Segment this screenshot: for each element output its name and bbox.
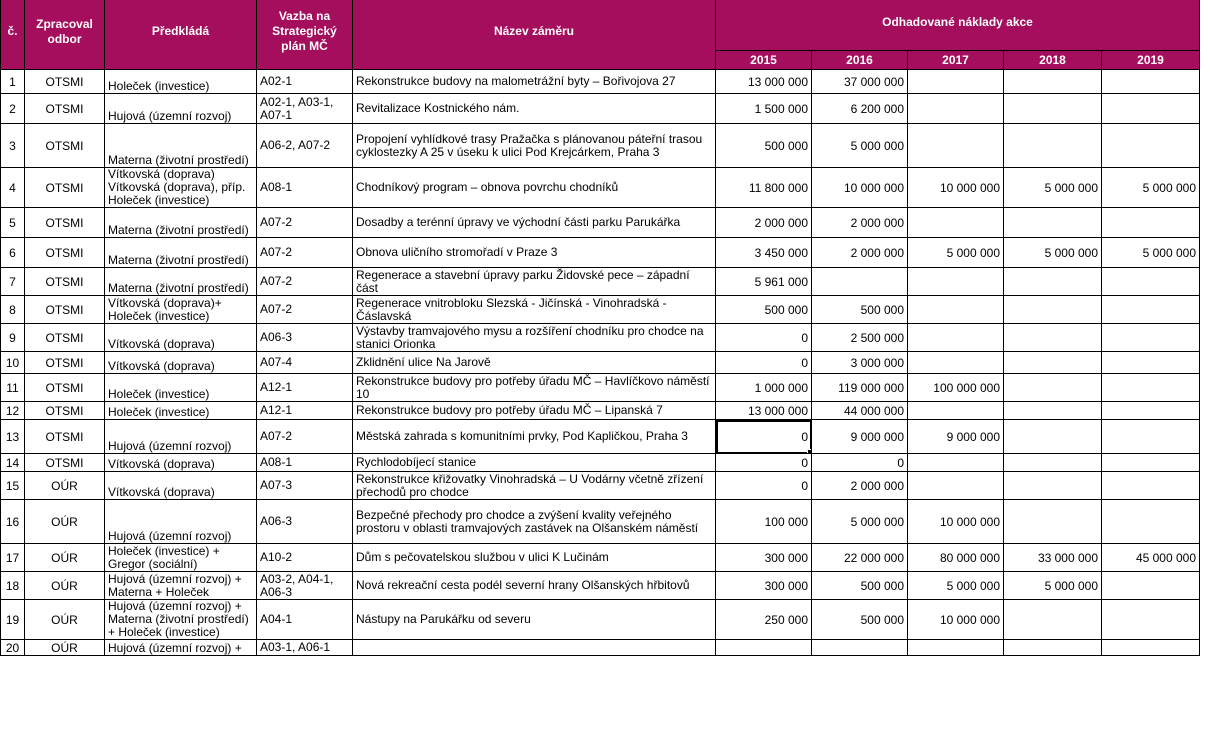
cell-number[interactable]: 4	[1, 168, 25, 208]
cell-cost-2015[interactable]: 0	[716, 454, 812, 472]
cell-number[interactable]: 15	[1, 472, 25, 500]
cell-number[interactable]: 9	[1, 324, 25, 352]
cell-cost-2019[interactable]	[1102, 94, 1200, 124]
cell-department[interactable]: OTSMI	[25, 324, 105, 352]
cell-strategic-plan[interactable]: A08-1	[257, 168, 353, 208]
cell-cost-2018[interactable]	[1004, 600, 1102, 640]
cell-cost-2016[interactable]: 0	[812, 454, 908, 472]
cell-cost-2015[interactable]	[716, 640, 812, 656]
cell-cost-2016[interactable]: 37 000 000	[812, 70, 908, 94]
cell-cost-2018[interactable]	[1004, 124, 1102, 168]
cell-project-name[interactable]: Propojení vyhlídkové trasy Pražačka s plánovanou páteřní trasou cyklostezky A 25 v úseku k ulici Pod Krejcárkem, Praha 3	[353, 124, 716, 168]
table-row	[1, 472, 1200, 500]
table-row	[1, 296, 1200, 324]
cell-number[interactable]: 17	[1, 544, 25, 572]
table-row	[1, 640, 1200, 656]
cell-project-name[interactable]: Rekonstrukce budovy pro potřeby úřadu MČ – Lipanská 7	[353, 402, 716, 420]
cell-cost-2016[interactable]: 2 000 000	[812, 238, 908, 268]
cell-department[interactable]: OÚR	[25, 472, 105, 500]
cell-project-name[interactable]: Rekonstrukce křižovatky Vinohradská – U Vodárny včetně zřízení přechodů pro chodce	[353, 472, 716, 500]
cell-cost-2019[interactable]	[1102, 124, 1200, 168]
cell-cost-2018[interactable]: 5 000 000	[1004, 238, 1102, 268]
header-year-2016[interactable]: 2016	[812, 51, 908, 70]
cell-department[interactable]: OTSMI	[25, 296, 105, 324]
cell-project-name[interactable]: Dům s pečovatelskou službou v ulici K Lučinám	[353, 544, 716, 572]
cell-submitter[interactable]: Hujová (územní rozvoj)	[105, 94, 257, 124]
cell-cost-2018[interactable]: 33 000 000	[1004, 544, 1102, 572]
cell-cost-2018[interactable]	[1004, 402, 1102, 420]
table-row	[1, 402, 1200, 420]
cell-cost-2018[interactable]	[1004, 472, 1102, 500]
cell-project-name[interactable]: Chodníkový program – obnova povrchu chodníků	[353, 168, 716, 208]
cell-cost-2015[interactable]: 500 000	[716, 296, 812, 324]
cell-submitter[interactable]: Materna (životní prostředí)	[105, 124, 257, 168]
cell-cost-2017[interactable]	[908, 70, 1004, 94]
cell-cost-2017[interactable]	[908, 296, 1004, 324]
cell-department[interactable]: OTSMI	[25, 374, 105, 402]
cell-cost-2019[interactable]	[1102, 500, 1200, 544]
cell-number[interactable]: 6	[1, 238, 25, 268]
cell-cost-2019[interactable]	[1102, 70, 1200, 94]
cell-department[interactable]: OTSMI	[25, 268, 105, 296]
cell-department[interactable]: OÚR	[25, 500, 105, 544]
cell-cost-2018[interactable]	[1004, 70, 1102, 94]
cell-cost-2019[interactable]	[1102, 208, 1200, 238]
cell-cost-2019[interactable]: 45 000 000	[1102, 544, 1200, 572]
cell-cost-2017[interactable]	[908, 324, 1004, 352]
cell-strategic-plan[interactable]: A07-2	[257, 268, 353, 296]
header-estimated-costs[interactable]: Odhadované náklady akce	[716, 0, 1200, 51]
table-row	[1, 352, 1200, 374]
cell-submitter[interactable]: Hujová (územní rozvoj) + Materna + Holeček	[105, 572, 257, 600]
table-row	[1, 268, 1200, 296]
cell-submitter[interactable]: Hujová (územní rozvoj)	[105, 500, 257, 544]
cell-cost-2015[interactable]: 13 000 000	[716, 402, 812, 420]
cell-cost-2015[interactable]: 1 500 000	[716, 94, 812, 124]
header-number[interactable]: č.	[1, 0, 25, 70]
cell-number[interactable]: 16	[1, 500, 25, 544]
cell-cost-2019[interactable]: 5 000 000	[1102, 168, 1200, 208]
cell-strategic-plan[interactable]: A06-2, A07-2	[257, 124, 353, 168]
cell-cost-2015[interactable]: 100 000	[716, 500, 812, 544]
cell-strategic-plan[interactable]: A07-2	[257, 420, 353, 454]
header-strategic-plan[interactable]: Vazba na Strategický plán MČ	[257, 0, 353, 70]
cell-cost-2016[interactable]: 10 000 000	[812, 168, 908, 208]
cell-cost-2015[interactable]: 0	[716, 352, 812, 374]
cell-cost-2018[interactable]	[1004, 268, 1102, 296]
cell-department[interactable]: OÚR	[25, 544, 105, 572]
cell-number[interactable]: 3	[1, 124, 25, 168]
table-row	[1, 168, 1200, 208]
cell-cost-2016[interactable]: 22 000 000	[812, 544, 908, 572]
cell-cost-2017[interactable]: 9 000 000	[908, 420, 1004, 454]
cell-cost-2016[interactable]: 119 000 000	[812, 374, 908, 402]
cell-cost-2017[interactable]	[908, 472, 1004, 500]
cell-number[interactable]: 12	[1, 402, 25, 420]
cell-cost-2019[interactable]	[1102, 352, 1200, 374]
cell-number[interactable]: 19	[1, 600, 25, 640]
cell-project-name[interactable]: Obnova uličního stromořadí v Praze 3	[353, 238, 716, 268]
cell-cost-2017[interactable]: 100 000 000	[908, 374, 1004, 402]
cell-submitter[interactable]: Hujová (územní rozvoj)	[105, 420, 257, 454]
cell-department[interactable]: OTSMI	[25, 168, 105, 208]
cell-number[interactable]: 14	[1, 454, 25, 472]
table-row	[1, 500, 1200, 544]
cell-department[interactable]: OTSMI	[25, 208, 105, 238]
cell-cost-2015[interactable]: 250 000	[716, 600, 812, 640]
cell-cost-2019[interactable]	[1102, 420, 1200, 454]
cell-number[interactable]: 7	[1, 268, 25, 296]
cell-cost-2019[interactable]	[1102, 268, 1200, 296]
cell-cost-2017[interactable]	[908, 402, 1004, 420]
cell-number[interactable]: 5	[1, 208, 25, 238]
cell-cost-2018[interactable]	[1004, 352, 1102, 374]
cell-number[interactable]: 2	[1, 94, 25, 124]
cell-cost-2017[interactable]: 10 000 000	[908, 600, 1004, 640]
cell-cost-2015[interactable]: 300 000	[716, 544, 812, 572]
cell-cost-2016[interactable]: 2 500 000	[812, 324, 908, 352]
cell-department[interactable]: OÚR	[25, 640, 105, 656]
cell-cost-2017[interactable]	[908, 268, 1004, 296]
cell-cost-2018[interactable]	[1004, 94, 1102, 124]
cell-submitter[interactable]: Vítkovská (doprava)	[105, 324, 257, 352]
cell-cost-2017[interactable]	[908, 94, 1004, 124]
selected-cell[interactable]: 0	[716, 420, 812, 454]
cell-submitter[interactable]: Hujová (územní rozvoj) +	[105, 640, 257, 656]
table-row	[1, 374, 1200, 402]
cell-cost-2019[interactable]	[1102, 402, 1200, 420]
cell-cost-2016[interactable]: 5 000 000	[812, 500, 908, 544]
cell-department[interactable]: OTSMI	[25, 420, 105, 454]
cell-department[interactable]: OTSMI	[25, 454, 105, 472]
table-row	[1, 208, 1200, 238]
cell-cost-2017[interactable]	[908, 208, 1004, 238]
cell-cost-2015[interactable]: 300 000	[716, 572, 812, 600]
cell-submitter[interactable]: Materna (životní prostředí)	[105, 208, 257, 238]
cell-strategic-plan[interactable]: A12-1	[257, 374, 353, 402]
cell-cost-2015[interactable]: 0	[716, 324, 812, 352]
cell-project-name[interactable]: Revitalizace Kostnického nám.	[353, 94, 716, 124]
header-project-name[interactable]: Název záměru	[353, 0, 716, 70]
cell-strategic-plan[interactable]: A07-2	[257, 208, 353, 238]
cell-submitter[interactable]: Holeček (investice) + Gregor (sociální)	[105, 544, 257, 572]
header-year-2018[interactable]: 2018	[1004, 51, 1102, 70]
cell-number[interactable]: 8	[1, 296, 25, 324]
cell-cost-2018[interactable]	[1004, 454, 1102, 472]
table-row	[1, 600, 1200, 640]
cell-department[interactable]: OTSMI	[25, 124, 105, 168]
cell-cost-2016[interactable]: 5 000 000	[812, 124, 908, 168]
cell-cost-2016[interactable]: 6 200 000	[812, 94, 908, 124]
cell-cost-2016[interactable]	[812, 268, 908, 296]
cell-strategic-plan[interactable]: A07-2	[257, 296, 353, 324]
cell-cost-2015[interactable]: 500 000	[716, 124, 812, 168]
cell-cost-2019[interactable]	[1102, 640, 1200, 656]
cell-cost-2018[interactable]	[1004, 374, 1102, 402]
cell-cost-2015[interactable]: 2 000 000	[716, 208, 812, 238]
cell-cost-2017[interactable]	[908, 454, 1004, 472]
header-year-2015[interactable]: 2015	[716, 51, 812, 70]
header-year-2019[interactable]: 2019	[1102, 51, 1200, 70]
cell-submitter[interactable]: Holeček (investice)	[105, 374, 257, 402]
cell-cost-2015[interactable]: 5 961 000	[716, 268, 812, 296]
table-row	[1, 238, 1200, 268]
cell-strategic-plan[interactable]: A06-3	[257, 324, 353, 352]
cell-project-name[interactable]: Výstavby tramvajového mysu a rozšíření chodníku pro chodce na stanici Orionka	[353, 324, 716, 352]
cell-cost-2018[interactable]	[1004, 640, 1102, 656]
cell-number[interactable]: 18	[1, 572, 25, 600]
cell-strategic-plan[interactable]: A07-4	[257, 352, 353, 374]
cell-cost-2016[interactable]: 500 000	[812, 572, 908, 600]
cell-cost-2017[interactable]	[908, 124, 1004, 168]
table-row	[1, 454, 1200, 472]
cell-strategic-plan[interactable]: A07-3	[257, 472, 353, 500]
cell-strategic-plan[interactable]: A12-1	[257, 402, 353, 420]
header-submitter[interactable]: Předkládá	[105, 0, 257, 70]
cell-cost-2017[interactable]: 5 000 000	[908, 238, 1004, 268]
cell-cost-2017[interactable]: 80 000 000	[908, 544, 1004, 572]
cell-cost-2015[interactable]: 0	[716, 472, 812, 500]
cell-strategic-plan[interactable]: A10-2	[257, 544, 353, 572]
cell-cost-2018[interactable]	[1004, 420, 1102, 454]
cell-strategic-plan[interactable]: A06-3	[257, 500, 353, 544]
cell-project-name[interactable]: Zklidnění ulice Na Jarově	[353, 352, 716, 374]
table-row	[1, 70, 1200, 94]
table-row	[1, 544, 1200, 572]
cell-project-name[interactable]: Městská zahrada s komunitními prvky, Pod Kapličkou, Praha 3	[353, 420, 716, 454]
cell-cost-2016[interactable]: 44 000 000	[812, 402, 908, 420]
cell-cost-2015[interactable]: 11 800 000	[716, 168, 812, 208]
cell-cost-2016[interactable]: 500 000	[812, 600, 908, 640]
cell-cost-2016[interactable]: 2 000 000	[812, 208, 908, 238]
cell-submitter[interactable]: Holeček (investice)	[105, 70, 257, 94]
cell-cost-2018[interactable]	[1004, 324, 1102, 352]
cell-submitter[interactable]: Vítkovská (doprava) Vítkovská (doprava), příp. Holeček (investice)	[105, 168, 257, 208]
cell-cost-2019[interactable]	[1102, 374, 1200, 402]
cell-submitter[interactable]: Vítkovská (doprava)	[105, 352, 257, 374]
cell-cost-2018[interactable]	[1004, 296, 1102, 324]
cell-project-name[interactable]: Bezpečné přechody pro chodce a zvýšení kvality veřejného prostoru v oblasti tramvajových zastávek na Olšanském náměstí	[353, 500, 716, 544]
cell-number[interactable]: 1	[1, 70, 25, 94]
cell-cost-2015[interactable]: 1 000 000	[716, 374, 812, 402]
header-department[interactable]: Zpracoval odbor	[25, 0, 105, 70]
cell-cost-2019[interactable]	[1102, 600, 1200, 640]
cell-cost-2019[interactable]	[1102, 454, 1200, 472]
cell-project-name[interactable]: Nástupy na Parukářku od severu	[353, 600, 716, 640]
cell-strategic-plan[interactable]: A02-1	[257, 70, 353, 94]
cell-strategic-plan[interactable]: A03-2, A04-1, A06-3	[257, 572, 353, 600]
cell-department[interactable]: OTSMI	[25, 94, 105, 124]
cell-department[interactable]: OÚR	[25, 600, 105, 640]
table-row	[1, 572, 1200, 600]
cell-cost-2017[interactable]: 5 000 000	[908, 572, 1004, 600]
cell-number[interactable]: 10	[1, 352, 25, 374]
cell-cost-2017[interactable]	[908, 640, 1004, 656]
cell-project-name[interactable]: Rychlodobíjecí stanice	[353, 454, 716, 472]
cell-cost-2018[interactable]: 5 000 000	[1004, 168, 1102, 208]
cell-number[interactable]: 13	[1, 420, 25, 454]
header-year-2017[interactable]: 2017	[908, 51, 1004, 70]
cell-cost-2019[interactable]: 5 000 000	[1102, 238, 1200, 268]
cell-project-name[interactable]: Dosadby a terénní úpravy ve východní části parku Parukářka	[353, 208, 716, 238]
cell-submitter[interactable]: Vítkovská (doprava)	[105, 472, 257, 500]
cell-strategic-plan[interactable]: A02-1, A03-1, A07-1	[257, 94, 353, 124]
cell-cost-2015[interactable]: 3 450 000	[716, 238, 812, 268]
cell-cost-2019[interactable]	[1102, 296, 1200, 324]
cell-cost-2016[interactable]: 9 000 000	[812, 420, 908, 454]
cell-cost-2016[interactable]: 3 000 000	[812, 352, 908, 374]
cell-cost-2019[interactable]	[1102, 572, 1200, 600]
cell-department[interactable]: OTSMI	[25, 402, 105, 420]
cell-project-name[interactable]: Regenerace vnitrobloku Slezská - Jičínská - Vinohradská - Čáslavská	[353, 296, 716, 324]
cell-strategic-plan[interactable]: A03-1, A06-1	[257, 640, 353, 656]
cell-cost-2016[interactable]	[812, 640, 908, 656]
cell-project-name[interactable]	[353, 640, 716, 656]
table-row	[1, 324, 1200, 352]
cell-submitter[interactable]: Vítkovská (doprava)+ Holeček (investice)	[105, 296, 257, 324]
table-row	[1, 94, 1200, 124]
table-row	[1, 124, 1200, 168]
cell-project-name[interactable]: Rekonstrukce budovy pro potřeby úřadu MČ – Havlíčkovo náměstí 10	[353, 374, 716, 402]
table-row	[1, 420, 1200, 454]
cell-cost-2016[interactable]: 500 000	[812, 296, 908, 324]
cell-submitter[interactable]: Hujová (územní rozvoj) + Materna (životní prostředí) + Holeček (investice)	[105, 600, 257, 640]
cell-cost-2019[interactable]	[1102, 324, 1200, 352]
cell-department[interactable]: OÚR	[25, 572, 105, 600]
cell-strategic-plan[interactable]: A08-1	[257, 454, 353, 472]
cell-cost-2017[interactable]: 10 000 000	[908, 500, 1004, 544]
cell-number[interactable]: 20	[1, 640, 25, 656]
cell-submitter[interactable]: Materna (životní prostředí)	[105, 268, 257, 296]
cell-cost-2015[interactable]: 13 000 000	[716, 70, 812, 94]
cell-submitter[interactable]: Vítkovská (doprava)	[105, 454, 257, 472]
cell-project-name[interactable]: Regenerace a stavební úpravy parku Židovské pece – západní část	[353, 268, 716, 296]
cell-cost-2017[interactable]	[908, 352, 1004, 374]
cell-cost-2018[interactable]: 5 000 000	[1004, 572, 1102, 600]
cell-cost-2018[interactable]	[1004, 208, 1102, 238]
cell-cost-2018[interactable]	[1004, 500, 1102, 544]
cell-cost-2016[interactable]: 2 000 000	[812, 472, 908, 500]
cell-department[interactable]: OTSMI	[25, 352, 105, 374]
cell-project-name[interactable]: Rekonstrukce budovy na malometrážní byty – Bořivojova 27	[353, 70, 716, 94]
cell-cost-2019[interactable]	[1102, 472, 1200, 500]
cell-department[interactable]: OTSMI	[25, 238, 105, 268]
cell-cost-2017[interactable]: 10 000 000	[908, 168, 1004, 208]
cell-submitter[interactable]: Materna (životní prostředí)	[105, 238, 257, 268]
cell-project-name[interactable]: Nová rekreační cesta podél severní hrany Olšanských hřbitovů	[353, 572, 716, 600]
cell-strategic-plan[interactable]: A07-2	[257, 238, 353, 268]
cell-department[interactable]: OTSMI	[25, 70, 105, 94]
cell-strategic-plan[interactable]: A04-1	[257, 600, 353, 640]
cell-number[interactable]: 11	[1, 374, 25, 402]
cell-submitter[interactable]: Holeček (investice)	[105, 402, 257, 420]
